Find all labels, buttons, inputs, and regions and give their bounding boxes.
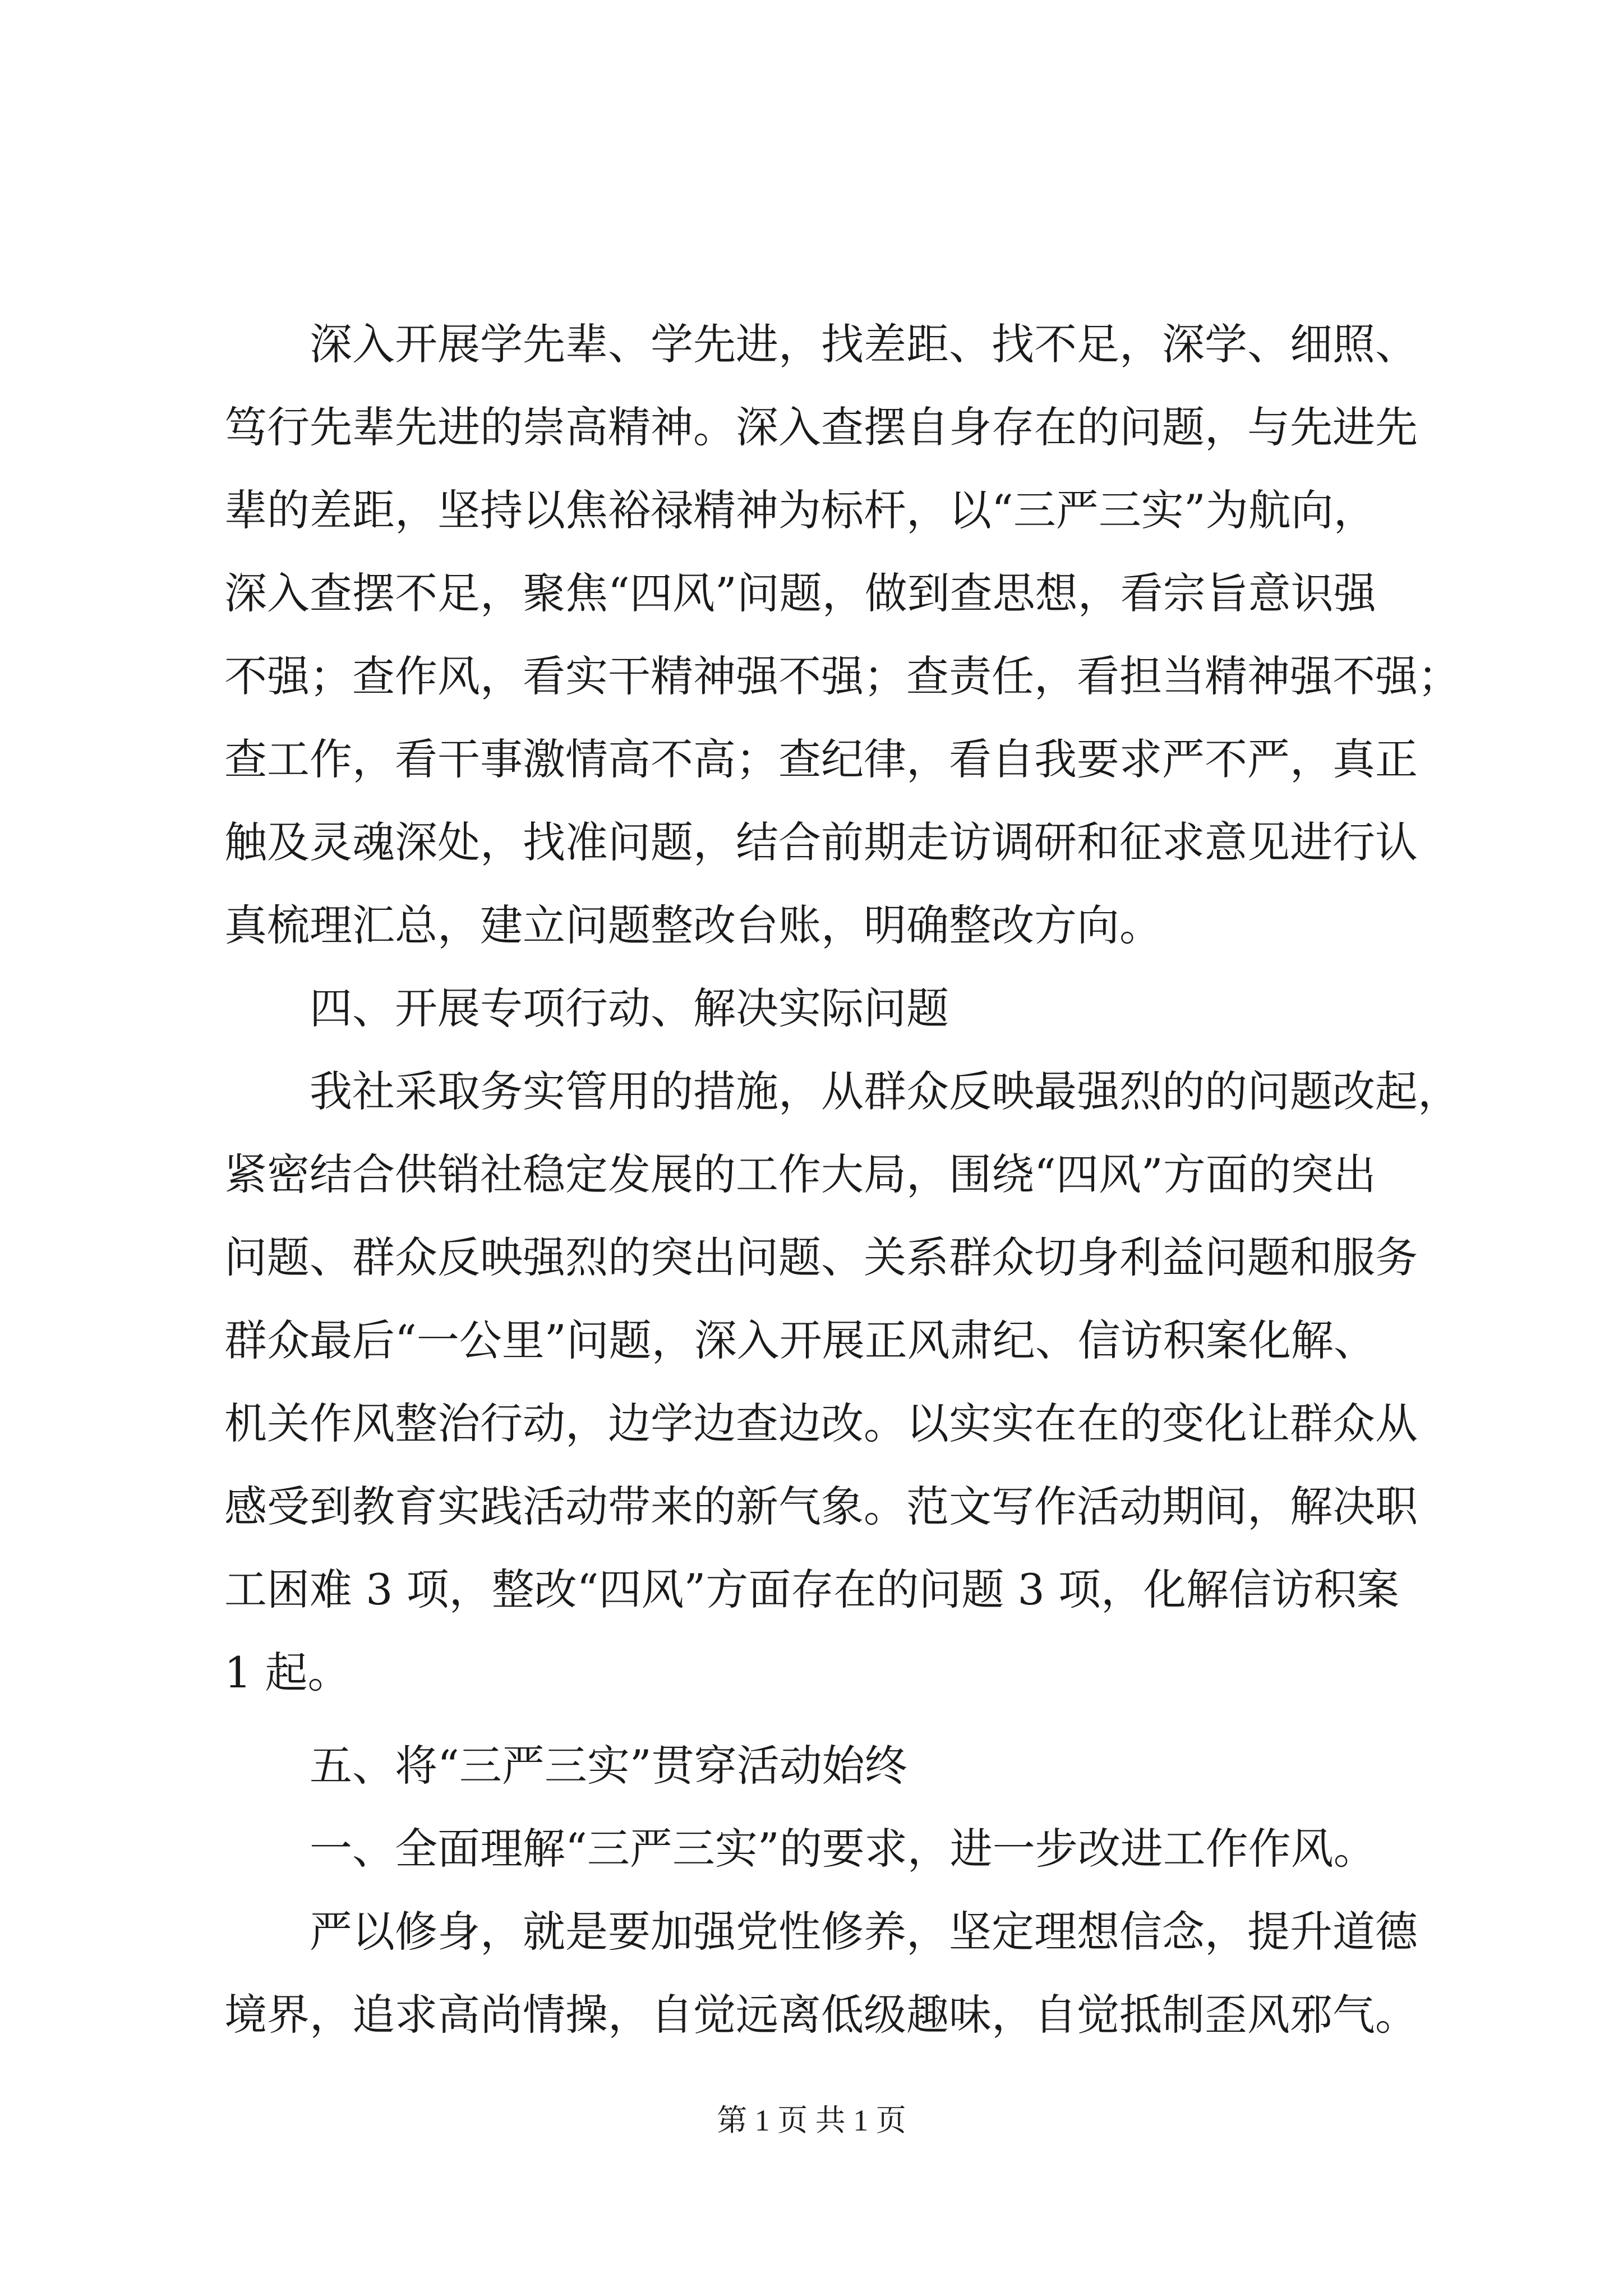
paragraph-line: 紧密结合供销社稳定发展的工作大局，围绕“四风”方面的突出 (224, 1149, 1376, 1199)
paragraph-line: 严以修身，就是要加强党性修养，坚定理想信念，提升道德 (310, 1907, 1418, 1957)
paragraph-line: 笃行先辈先进的崇高精神。深入查摆自身存在的问题，与先进先 (224, 402, 1418, 452)
paragraph-line: 真梳理汇总，建立问题整改台账，明确整改方向。 (224, 900, 1162, 950)
section-heading: 五、将“三严三实”贯穿活动始终 (310, 1741, 907, 1791)
subsection-heading: 一、全面理解“三严三实”的要求，进一步改进工作作风。 (310, 1824, 1376, 1874)
paragraph-line: 境界，追求高尚情操，自觉远离低级趣味，自觉抵制歪风邪气。 (224, 1990, 1418, 2040)
paragraph-line: 深入查摆不足，聚焦“四风”问题，做到查思想，看宗旨意识强 (224, 568, 1376, 618)
paragraph-line: 问题、群众反映强烈的突出问题、关系群众切身利益问题和服务 (224, 1232, 1418, 1282)
paragraph-line: 感受到教育实践活动带来的新气象。范文写作活动期间，解决职 (224, 1481, 1418, 1531)
paragraph-line: 查工作，看干事激情高不高；查纪律，看自我要求严不严，真正 (224, 734, 1418, 784)
paragraph-line: 1 起。 (224, 1648, 351, 1697)
paragraph-line: 不强；查作风，看实干精神强不强；查责任，看担当精神强不强； (224, 651, 1460, 701)
paragraph-line: 群众最后“一公里”问题，深入开展正风肃纪、信访积案化解、 (224, 1315, 1376, 1365)
paragraph-line: 工困难 3 项，整改“四风”方面存在的问题 3 项，化解信访积案 (224, 1565, 1400, 1614)
paragraph-line: 辈的差距，坚持以焦裕禄精神为标杆，以“三严三实”为航向， (224, 485, 1376, 535)
paragraph-line: 深入开展学先辈、学先进，找差距、找不足，深学、细照、 (310, 319, 1418, 369)
section-heading: 四、开展专项行动、解决实际问题 (310, 983, 949, 1033)
paragraph-line: 触及灵魂深处，找准问题，结合前期走访调研和征求意见进行认 (224, 817, 1418, 867)
page-number-label: 第 1 页 共 1 页 (717, 2104, 906, 2137)
paragraph-line: 我社采取务实管用的措施，从群众反映最强烈的的问题改起， (310, 1066, 1460, 1116)
page-footer (0, 2098, 1623, 2143)
document-body (224, 303, 1460, 2056)
paragraph-line: 机关作风整治行动，边学边查边改。以实实在在的变化让群众从 (224, 1398, 1418, 1448)
